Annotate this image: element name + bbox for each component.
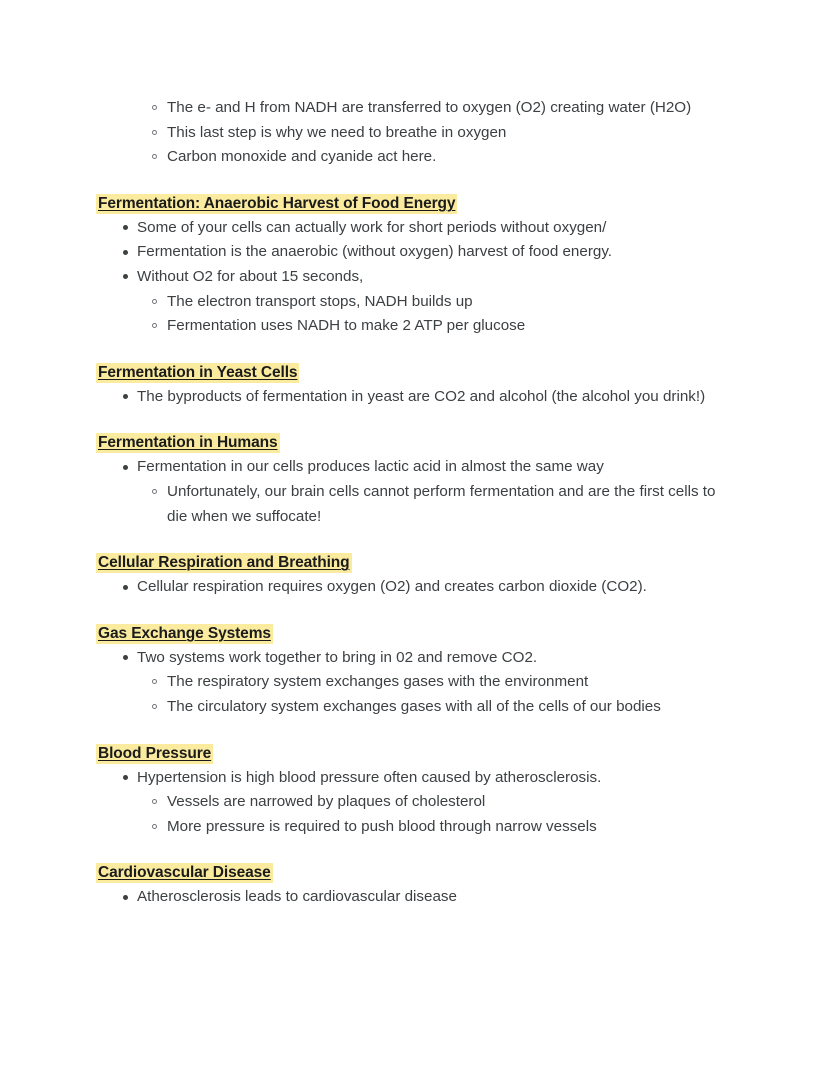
section-heading-highlighted-text: Fermentation in Humans <box>98 434 278 452</box>
list-item <box>137 695 720 720</box>
list-item <box>96 216 720 241</box>
list-item <box>137 480 720 529</box>
section-spacer <box>96 339 720 361</box>
list-item-label: More pressure is required to push blood through narrow vessels <box>167 817 597 835</box>
document-section <box>96 720 720 840</box>
list-item-label: Some of your cells can actually work for short periods without oxygen/ <box>137 218 607 236</box>
list-item-label: Fermentation uses NADH to make 2 ATP per glucose <box>167 317 526 335</box>
list-item-label: The electron transport stops, NADH builds up <box>167 292 473 310</box>
list-item <box>96 766 720 840</box>
list-item <box>96 646 720 720</box>
document-section <box>96 170 720 339</box>
sections-container <box>96 170 720 910</box>
section-heading-highlighted-text: Fermentation: Anaerobic Harvest of Food Energy <box>98 194 456 212</box>
list-item <box>137 790 720 815</box>
document-section <box>96 839 720 910</box>
section-heading <box>96 742 720 766</box>
section-heading-highlighted-text: Cellular Respiration and Breathing <box>98 554 350 572</box>
disc-bullet-icon <box>123 250 128 255</box>
document-section <box>96 409 720 529</box>
list-item <box>96 455 720 529</box>
section-heading <box>96 861 720 885</box>
section-heading <box>96 551 720 575</box>
hollow-circle-bullet-icon <box>152 679 157 684</box>
section-list <box>96 216 720 339</box>
top-sublist <box>96 96 720 170</box>
section-heading <box>96 622 720 646</box>
list-item-label: Two systems work together to bring in 02 and remove CO2. <box>137 648 538 666</box>
section-list <box>96 455 720 529</box>
list-item-label: The circulatory system exchanges gases with all of the cells of our bodies <box>167 697 661 715</box>
list-item <box>96 96 720 121</box>
hollow-circle-bullet-icon <box>152 323 157 328</box>
section-sublist <box>137 480 720 529</box>
list-item <box>137 314 720 339</box>
section-heading <box>96 361 720 385</box>
list-item <box>96 885 720 910</box>
disc-bullet-icon <box>123 775 128 780</box>
disc-bullet-icon <box>123 394 128 399</box>
hollow-circle-bullet-icon <box>152 130 157 135</box>
list-item <box>96 145 720 170</box>
list-item-label: Cellular respiration requires oxygen (O2) and creates carbon dioxide (CO2). <box>137 578 647 596</box>
hollow-circle-bullet-icon <box>152 704 157 709</box>
disc-bullet-icon <box>123 895 128 900</box>
section-spacer <box>96 839 720 861</box>
section-list <box>96 885 720 910</box>
disc-bullet-icon <box>123 585 128 590</box>
section-heading <box>96 192 720 216</box>
hollow-circle-bullet-icon <box>152 824 157 829</box>
list-item-label: The byproducts of fermentation in yeast are CO2 and alcohol (the alcohol you drink!) <box>137 387 706 405</box>
section-heading <box>96 431 720 455</box>
hollow-circle-bullet-icon <box>152 489 157 494</box>
hollow-circle-bullet-icon <box>152 299 157 304</box>
section-sublist <box>137 670 720 719</box>
disc-bullet-icon <box>123 655 128 660</box>
list-item-label: Fermentation in our cells produces lactic acid in almost the same way <box>137 458 604 476</box>
hollow-circle-bullet-icon <box>152 154 157 159</box>
top-bullet-group <box>96 96 720 170</box>
section-sublist <box>137 290 720 339</box>
list-item <box>137 290 720 315</box>
document-content <box>96 96 720 910</box>
list-item-label: Vessels are narrowed by plaques of cholesterol <box>167 793 486 811</box>
section-spacer <box>96 720 720 742</box>
list-item-label: The respiratory system exchanges gases with the environment <box>167 673 589 691</box>
list-item <box>96 121 720 146</box>
disc-bullet-icon <box>123 225 128 230</box>
list-item-label: Hypertension is high blood pressure often caused by atherosclerosis. <box>137 768 602 786</box>
disc-bullet-icon <box>123 274 128 279</box>
section-heading-highlighted-text: Fermentation in Yeast Cells <box>98 363 298 381</box>
hollow-circle-bullet-icon <box>152 105 157 110</box>
section-heading-highlighted-text: Cardiovascular Disease <box>98 864 271 882</box>
section-spacer <box>96 170 720 192</box>
document-section <box>96 339 720 410</box>
section-list <box>96 646 720 720</box>
section-heading-highlighted-text: Gas Exchange Systems <box>98 624 271 642</box>
list-item-label: This last step is why we need to breathe in oxygen <box>167 123 507 141</box>
list-item-label: Fermentation is the anaerobic (without oxygen) harvest of food energy. <box>137 243 613 261</box>
list-item <box>96 265 720 339</box>
list-item-label: Atherosclerosis leads to cardiovascular disease <box>137 888 457 906</box>
section-list <box>96 766 720 840</box>
section-spacer <box>96 409 720 431</box>
section-sublist <box>137 790 720 839</box>
list-item <box>96 385 720 410</box>
list-item-label: The e- and H from NADH are transferred to oxygen (O2) creating water (H2O) <box>167 99 692 116</box>
list-item <box>137 815 720 840</box>
section-list <box>96 385 720 410</box>
section-list <box>96 575 720 600</box>
list-item-label: Carbon monoxide and cyanide act here. <box>167 148 437 166</box>
section-heading-highlighted-text: Blood Pressure <box>98 744 212 762</box>
disc-bullet-icon <box>123 465 128 470</box>
list-item <box>96 575 720 600</box>
document-section <box>96 529 720 600</box>
section-spacer <box>96 529 720 551</box>
list-item-label: Unfortunately, our brain cells cannot perform fermentation and are the first cells to die when we suffocate! <box>167 482 716 525</box>
section-spacer <box>96 600 720 622</box>
list-item-label: Without O2 for about 15 seconds, <box>137 267 364 285</box>
document-section <box>96 600 720 720</box>
hollow-circle-bullet-icon <box>152 799 157 804</box>
list-item <box>137 670 720 695</box>
list-item <box>96 240 720 265</box>
